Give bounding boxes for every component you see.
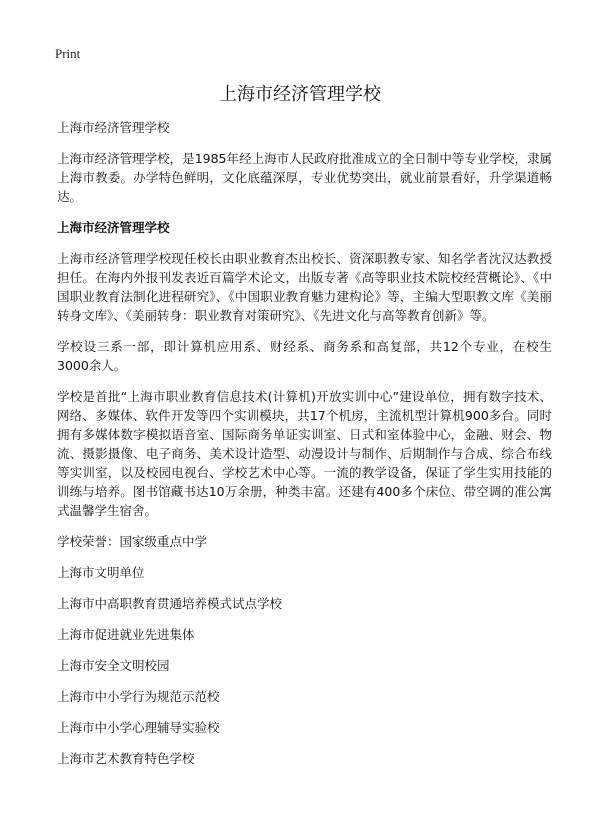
honors-label: 学校荣誉：国家级重点中学 (57, 534, 208, 549)
article-body (57, 118, 552, 780)
departments-paragraph: 学校设三系一部，即计算机应用系、财经系、商务系和高复部，共12个专业，在校生3000余人。 (57, 339, 552, 373)
honor-item: 上海市安全文明校园 (57, 658, 170, 673)
principal-paragraph: 上海市经济管理学校现任校长由职业教育杰出校长、资深职教专家、知名学者沈汉达教授担任。在海内外报刊发表近百篇学术论文，出版专著《高等职业技术院校经营概论》、《中国职业教育法制化进程研究》、《中国职业教育魅力建构论》等，主编大型职教文库《美丽转身文库》、《美丽转身：职业教育对策研究》、《先进文化与高等教育创新》等。 (57, 251, 552, 323)
honor-item: 上海市中小学行为规范示范校 (57, 689, 220, 704)
honor-item: 上海市中高职教育贯通培养模式试点学校 (57, 596, 283, 611)
intro-paragraph: 上海市经济管理学校，是1985年经上海市人民政府批准成立的全日制中等专业学校，隶属上海市教委。办学特色鲜明，文化底蕴深厚，专业优势突出，就业前景看好，升学渠道畅达。 (57, 151, 552, 204)
honor-item: 上海市促进就业先进集体 (57, 627, 195, 642)
honor-item: 上海市文明单位 (57, 565, 145, 580)
honor-item: 上海市中小学心理辅导实验校 (57, 720, 220, 735)
facilities-paragraph: 学校是首批“上海市职业教育信息技术(计算机)开放实训中心”建设单位，拥有数字技术、网络、多媒体、软件开发等四个实训模块，共17个机房，主流机型计算机900多台。同时拥有多媒体数字模拟语音室、国际商务单证实训室、日式和室体验中心，金融、财会、物流、摄影摄像、电子商务、美术设计造型、动漫设计与制作、后期制作与合成、综合布线等实训室，以及校园电视台、学校艺术中心等。一流的教学设备，保证了学生实用技能的训练与培养。图书馆藏书达10万余册，种类丰富。还建有400多个床位、带空调的准公寓式温馨学生宿舍。 (57, 389, 552, 518)
honor-item: 上海市艺术教育特色学校 (57, 751, 195, 766)
article-subtitle: 上海市经济管理学校 (57, 120, 170, 135)
honors-list (57, 563, 552, 768)
section-heading: 上海市经济管理学校 (57, 220, 170, 235)
print-link[interactable]: Print (55, 46, 81, 61)
page-title: 上海市经济管理学校 (219, 84, 381, 105)
